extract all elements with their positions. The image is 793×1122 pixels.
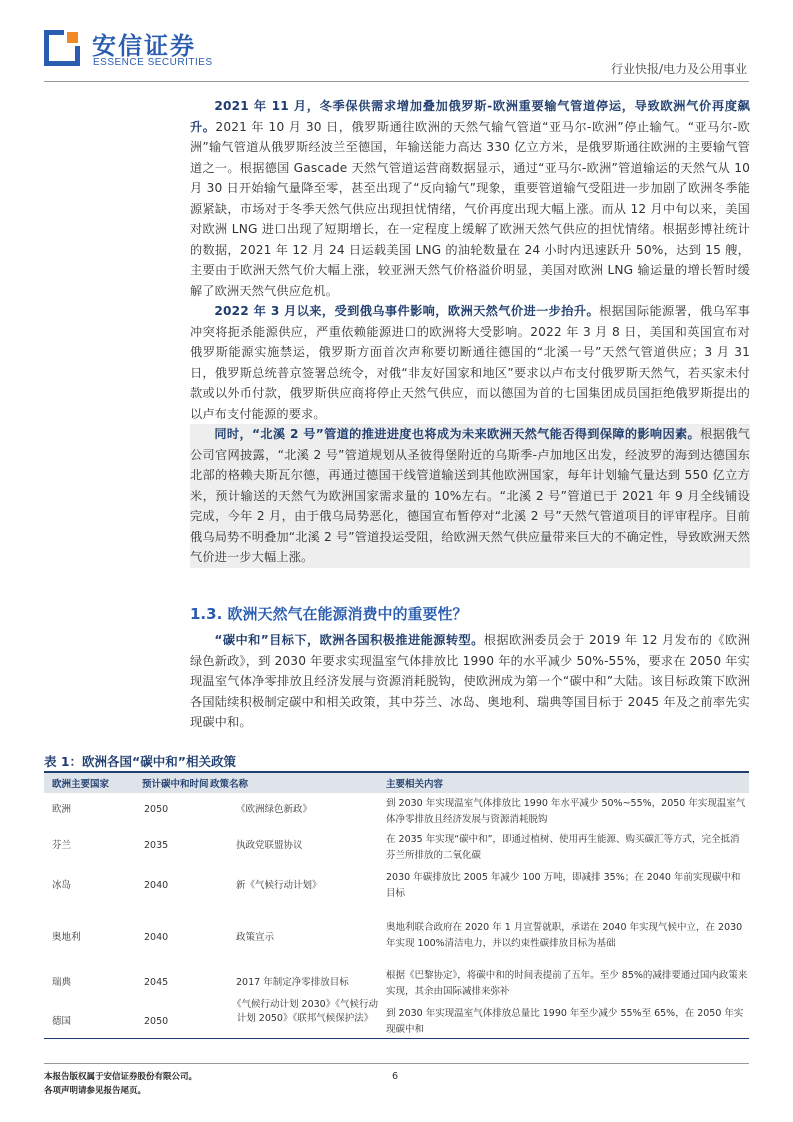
report-header	[0, 0, 793, 82]
table-header-year: 预计碳中和时间	[142, 779, 209, 790]
table-cell-country: 芬兰	[52, 840, 72, 851]
table-cell-year: 2040	[144, 932, 169, 943]
paragraph-body: 根据国际能源署，俄乌军事冲突将扼杀能源供应，严重依赖能源进口的欧洲将大受影响。2022 年 3 月 8 日，美国和英国宣布对俄罗斯能源实施禁运，俄罗斯方面首次声称要切断通往德国的“北溪一号”天然气管道供应；3 月 31 日，俄罗斯总统普京签署总统令，对俄“非友好国家和地区”要求以卢布支付俄罗斯天然气，若买家未付款或以外币付款，俄罗斯供应商将停止天然气供应，而以德国为首的七国集团成员国拒绝俄罗斯提出的以卢布支付能源的要求。	[190, 304, 750, 421]
paragraph-block-2	[190, 630, 750, 733]
table-header-row	[44, 773, 749, 793]
section-title: 1.3. 欧洲天然气在能源消费中的重要性？	[190, 605, 468, 623]
table-cell-content: 在 2035 年实现“碳中和”，即通过植树、使用再生能源、购买碳汇等方式，完全抵消芬兰所排放的二氧化碳	[386, 834, 740, 861]
table-cell-content: 到 2030 年实现温室气体排放总量比 1990 年至少减少 55%至 65%，在 2050 年实现碳中和	[386, 1008, 744, 1035]
table-title: 表 1：欧洲各国“碳中和”相关政策	[44, 754, 236, 769]
table-bottom-rule	[44, 1038, 749, 1039]
paragraph-body: 根据俄气公司官网披露，“北溪 2 号”管道规划从圣彼得堡附近的乌斯季-卢加地区出发，经波罗的海到达德国东北部的格赖夫斯瓦尔德，再通过德国干线管道输送到其他欧洲国家，每年计划输气量达到 550 亿立方米，预计输送的天然气为欧洲国家需求量的 10%左右。“北溪 2 号”管道已于 2021 年 9 月全线铺设完成，今年 2 月，由于俄乌局势恶化，德国宣布暂停对“北溪 2 号”天然气管道项目的评审程序。目前俄乌局势不明叠加“北溪 2 号”管道投运受阻，给欧洲天然气供应量带来巨大的不确定性，导致欧洲天然气价进一步大幅上涨。	[190, 427, 750, 564]
brand-name-cn: 安信证券	[92, 32, 196, 60]
disclaimer-notice: 各项声明请参见报告尾页。	[44, 1086, 147, 1096]
footer-divider	[44, 1063, 749, 1064]
table-header-content: 主要相关内容	[386, 779, 444, 790]
header-divider	[44, 81, 749, 82]
table-row	[44, 794, 749, 830]
table-row	[44, 966, 749, 1002]
copyright-notice: 本报告版权属于安信证券股份有限公司。	[44, 1072, 198, 1082]
report-category: 行业快报/电力及公用事业	[610, 62, 747, 76]
paragraph-carbon-neutral	[190, 630, 750, 733]
paragraph-winter-supply	[190, 96, 750, 301]
table-row	[44, 868, 749, 908]
table-cell-policy: 《欧洲绿色新政》	[236, 804, 313, 815]
table-cell-country: 奥地利	[52, 932, 81, 943]
paragraph-nord-stream-2	[190, 424, 750, 568]
table-cell-country: 德国	[52, 1016, 72, 1027]
table-row	[44, 830, 749, 866]
table-cell-country: 欧洲	[52, 804, 72, 815]
paragraph-lead: 2022 年 3 月以来，受到俄乌事件影响，欧洲天然气价进一步抬升。	[214, 304, 600, 318]
paragraph-lead: 同时，“北溪 2 号”管道的推进进度也将成为未来欧洲天然气能否得到保障的影响因素。	[214, 427, 701, 441]
table-cell-year: 2035	[144, 840, 169, 851]
table-header-policy: 政策名称	[210, 779, 249, 790]
table-cell-policy: 《气候行动计划 2030》《气候行动计划 2050》《联邦气候保护法》	[232, 999, 378, 1024]
table-row	[44, 918, 749, 960]
paragraph-russia-ukraine	[190, 301, 750, 424]
table-cell-content: 根据《巴黎协定》，将碳中和的时间表提前了五年。至少 85%的减排要通过国内政策来实现，其余由国际减排来弥补	[386, 970, 748, 997]
paragraph-body: 2021 年 10 月 30 日，俄罗斯通往欧洲的天然气输气管道“亚马尔-欧洲”停止输气。“亚马尔-欧洲”输气管道从俄罗斯经波兰至德国，年输送能力高达 330 亿立方米，是俄罗斯通往欧洲的主要输气管道之一。根据德国 Gascade 天然气管道运营商数据显示，通过“亚马尔-欧洲”管道输运的天然气从 10 月 30 日开始输气量降至零，甚至出现了“反向输气”现象，重要管道输气受阻进一步加剧了欧洲冬季能源紧缺，市场对于冬季天然气供应出现担忧情绪，气价再度出现大幅上涨。而从 12 月中旬以来，美国对欧洲 LNG 进口出现了短期增长，在一定程度上缓解了欧洲天然气供应的担忧情绪。根据彭博社统计的数据，2021 年 12 月 24 日运载美国 LNG 的油轮数量在 24 小时内迅速跃升 50%，达到 15 艘，主要由于欧洲天然气价大幅上涨，较亚洲天然气价格溢价明显，美国对欧洲 LNG 输运量的增长暂时缓解了欧洲天然气供应危机。	[190, 119, 750, 298]
table-cell-policy: 执政党联盟协议	[236, 840, 303, 851]
table-cell-year: 2050	[144, 804, 169, 815]
table-cell-country: 冰岛	[52, 880, 72, 891]
table-cell-policy: 新《气候行动计划》	[236, 880, 322, 891]
page-number: 6	[392, 1071, 399, 1082]
table-row	[44, 998, 749, 1038]
table-header-country: 欧洲主要国家	[52, 779, 110, 790]
brand-name-en: ESSENCE SECURITIES	[93, 57, 213, 68]
table-cell-year: 2040	[144, 880, 169, 891]
paragraph-lead: “碳中和”目标下，欧洲各国积极推进能源转型。	[214, 633, 484, 647]
table-cell-policy: 政策宣示	[236, 932, 275, 943]
table-cell-year: 2050	[144, 1016, 169, 1027]
table-cell-content: 奥地利联合政府在 2020 年 1 月宣誓就职，承诺在 2040 年实现气候中立，在 2030 年实现 100%清洁电力，并以约束性碳排放目标为基础	[386, 922, 743, 949]
table-cell-content: 到 2030 年实现温室气体排放比 1990 年水平减少 50%~55%，2050 年实现温室气体净零排放且经济发展与资源消耗脱钩	[386, 798, 746, 825]
paragraph-body: 根据欧洲委员会于 2019 年 12 月发布的《欧洲绿色新政》，到 2030 年要求实现温室气体排放比 1990 年的水平减少 50%-55%，要求在 2050 年实现温室气体净零排放且经济发展与资源消耗脱钩，使欧洲成为第一个“碳中和”大陆。该目标政策下欧洲各国陆续积极制定碳中和相关政策，其中芬兰、冰岛、奥地利、瑞典等国目标于 2045 年及之前率先实现碳中和。	[190, 633, 751, 729]
table-cell-policy: 2017 年制定净零排放目标	[236, 977, 349, 988]
table-cell-content: 2030 年碳排放比 2005 年减少 100 万吨，即减排 35%；在 2040 年前实现碳中和目标	[386, 872, 741, 899]
paragraph-lead: 2021 年 11 月，冬季保供需求增加叠加俄罗斯-欧洲重要输气管道停运，导致欧洲气价再度飙升。	[190, 99, 750, 134]
paragraph-block-1	[190, 96, 750, 568]
table-cell-country: 瑞典	[52, 977, 72, 988]
company-logo-icon	[44, 30, 80, 66]
table-cell-year: 2045	[144, 977, 169, 988]
